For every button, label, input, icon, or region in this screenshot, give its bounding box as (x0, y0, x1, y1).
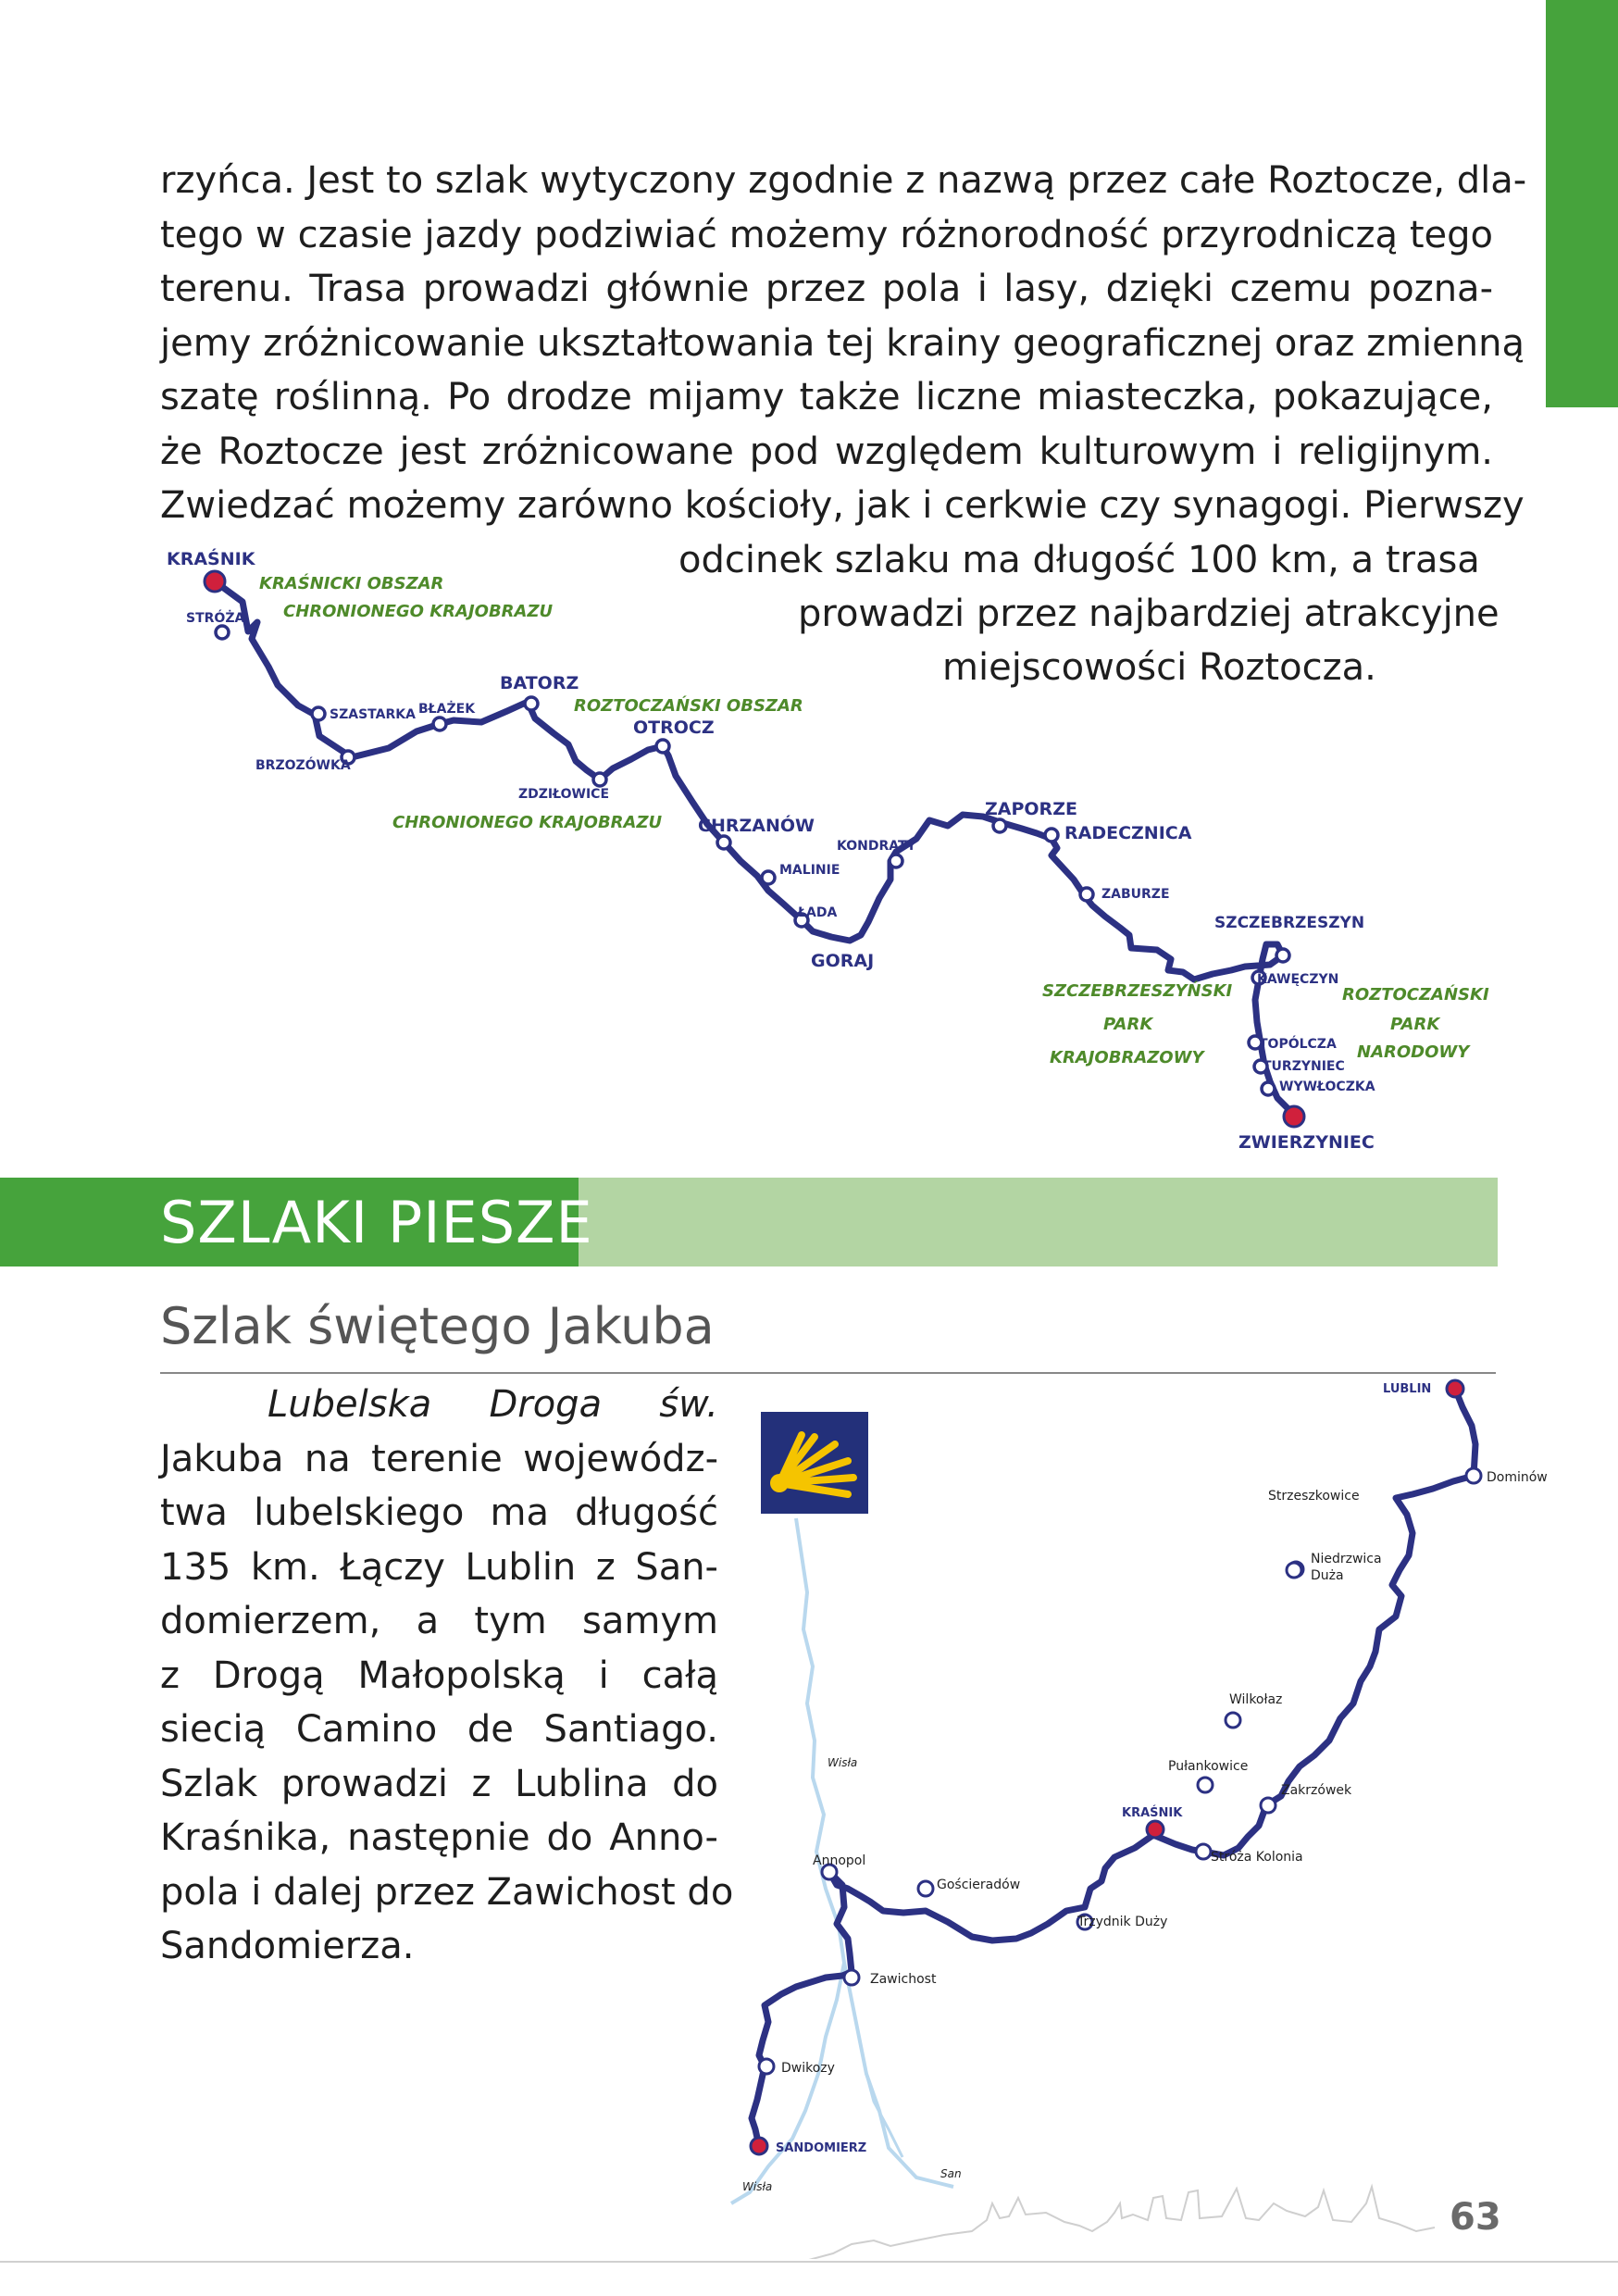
text-line: z Drogą Małopolską i całą (160, 1653, 718, 1697)
section-bar-light (579, 1178, 1498, 1267)
place-label: STRÓŻA (186, 611, 245, 626)
endpoint-marker (1284, 1106, 1304, 1127)
place-label: RADECZNICA (1064, 823, 1192, 843)
text-line: twa lubelskiego ma długość (160, 1491, 718, 1534)
place-label: OTROCZ (633, 718, 715, 738)
stop-marker (759, 2059, 774, 2074)
area-label: PARK (1390, 1015, 1440, 1034)
stop-marker (312, 707, 325, 720)
area-label: ROZTOCZAŃSKI (1342, 985, 1489, 1004)
place-label: SANDOMIERZ (776, 2141, 867, 2155)
stop-marker (1466, 1468, 1481, 1483)
stop-marker (1261, 1798, 1276, 1813)
place-label: MALINIE (779, 863, 840, 878)
place-label: Annopol (813, 1853, 866, 1868)
stop-marker (1226, 1713, 1240, 1728)
text-line: Sandomierza. (160, 1925, 415, 1967)
stop-marker (1080, 888, 1093, 901)
place-label: CHRZANÓW (698, 816, 815, 836)
stop-marker (918, 1881, 933, 1896)
stop-marker (216, 626, 229, 639)
skyline-outline (805, 2187, 1435, 2259)
place-label: GORAJ (811, 951, 875, 971)
place-label: WYWŁOCZKA (1279, 1079, 1375, 1094)
place-label: Dwikozy (781, 2061, 835, 2076)
place-label: Niedrzwica (1311, 1552, 1382, 1566)
river-wisla (796, 1518, 953, 2187)
area-label: CHRONIONEGO KRAJOBRAZU (392, 813, 663, 832)
river-label: Wisła (742, 2180, 773, 2193)
place-label: BRZOZÓWKA (255, 758, 351, 773)
place-label: ZDZIŁOWICE (518, 787, 610, 802)
area-label: SZCZEBRZESZYŃSKI (1042, 981, 1233, 1001)
place-label: BATORZ (500, 673, 579, 693)
stop-marker (593, 773, 606, 786)
section-subtitle: Szlak świętego Jakuba (160, 1297, 715, 1355)
stop-marker (717, 836, 730, 849)
endpoint-marker (1447, 1380, 1463, 1397)
place-label: KRAŚNIK (1122, 1806, 1183, 1820)
place-label: BŁAŻEK (418, 702, 476, 717)
place-label: SZCZEBRZESZYN (1214, 914, 1365, 932)
place-label: Trzydnik Duży (1077, 1915, 1168, 1929)
endpoint-marker (751, 2138, 767, 2154)
place-label: KAWĘCZYN (1257, 972, 1339, 987)
place-label: Stróża Kolonia (1211, 1850, 1303, 1865)
stop-marker (1196, 1844, 1211, 1859)
text-line: Kraśnika, następnie do Anno- (160, 1816, 718, 1859)
stop-marker (762, 871, 775, 884)
area-label: ROZTOCZAŃSKI OBSZAR (574, 696, 803, 716)
place-label: ŁADA (798, 905, 838, 920)
stop-marker (1262, 1082, 1275, 1095)
stop-marker (1276, 949, 1289, 962)
place-label: LUBLIN (1383, 1382, 1432, 1396)
stop-marker (890, 855, 902, 867)
endpoint-marker (205, 571, 225, 592)
stop-marker (1045, 829, 1058, 842)
stop-marker (1198, 1778, 1213, 1792)
page-number: 63 (1450, 2196, 1501, 2239)
river-label: Wisła (828, 1756, 858, 1769)
place-label: Zawichost (870, 1972, 937, 1987)
place-label: Gościeradów (937, 1878, 1021, 1892)
text-line: miejscowości Roztocza. (942, 646, 1376, 689)
text-line: Szlak prowadzi z Lublina do (160, 1762, 718, 1805)
text-line: terenu. Trasa prowadzi głównie przez pola i lasy, dzięki czemu pozna- (160, 268, 1493, 310)
text-line: 135 km. Łączy Lublin z San- (160, 1545, 718, 1589)
stop-marker (433, 718, 446, 730)
stop-marker (1287, 1563, 1301, 1578)
text-line: rzyńca. Jest to szlak wytyczony zgodnie z nazwą przez całe Roztocze, dla- (160, 159, 1527, 202)
place-label: Zakrzówek (1281, 1783, 1352, 1798)
place-label: Wilkołaz (1229, 1692, 1283, 1707)
place-label: Dominów (1487, 1470, 1548, 1485)
place-label: Pułankowice (1168, 1759, 1249, 1774)
place-label: KRAŚNIK (167, 549, 255, 569)
place-label: Duża (1311, 1568, 1344, 1583)
text-line: domierzem, a tym samym (160, 1600, 718, 1642)
stop-marker (844, 1970, 859, 1985)
place-label: Strzeszkowice (1268, 1489, 1360, 1504)
stop-marker (525, 697, 538, 710)
river-label: San (940, 2167, 962, 2180)
text-line: Zwiedzać możemy zarówno kościoły, jak i cerkwie czy synagogi. Pierwszy (160, 484, 1525, 527)
bottom-rule (0, 2261, 1618, 2263)
area-label: PARK (1103, 1015, 1153, 1034)
text-line: Jakuba na terenie wojewódz- (160, 1437, 718, 1480)
place-label: ZAPORZE (985, 799, 1077, 819)
text-line: siecią Camino de Santiago. (160, 1708, 718, 1751)
place-label: TOPÓLCZA (1259, 1037, 1337, 1052)
route-line (215, 581, 1294, 1117)
stop-marker (993, 819, 1006, 832)
text-line: pola i dalej przez Zawichost do (160, 1870, 734, 1914)
text-line: jemy zróżnicowanie ukształtowania tej krainy geograficznej oraz zmienną (160, 321, 1525, 365)
place-label: KONDRATY (837, 839, 916, 854)
place-label: ZWIERZYNIEC (1238, 1132, 1375, 1153)
text-line: odcinek szlaku ma długość 100 km, a trasa (678, 539, 1480, 581)
area-label: KRAJOBRAZOWY (1050, 1048, 1204, 1067)
section-title: SZLAKI PIESZE (160, 1189, 593, 1256)
area-label: KRAŚNICKI OBSZAR (259, 574, 444, 593)
endpoint-marker (1147, 1821, 1164, 1838)
camino-shell-logo (761, 1412, 868, 1514)
place-label: SZASTARKA (330, 707, 416, 722)
text-line: Lubelska Droga św. (268, 1383, 718, 1426)
river-wisla (731, 1963, 844, 2203)
area-label: NARODOWY (1357, 1042, 1470, 1062)
text-line: prowadzi przez najbardziej atrakcyjne (798, 593, 1500, 635)
stop-marker (656, 740, 669, 753)
text-line: że Roztocze jest zróżnicowane pod względem kulturowym i religijnym. (160, 430, 1493, 473)
area-label: CHRONIONEGO KRAJOBRAZU (283, 602, 554, 621)
route-map-jakub (0, 1370, 1618, 2259)
text-line: szatę roślinną. Po drodze mijamy także liczne miasteczka, pokazujące, (160, 376, 1493, 418)
place-label: ZABURZE (1101, 887, 1170, 902)
place-label: TURZYNIEC (1263, 1059, 1345, 1074)
text-line: tego w czasie jazdy podziwiać możemy różnorodność przyrodniczą tego (160, 213, 1493, 256)
